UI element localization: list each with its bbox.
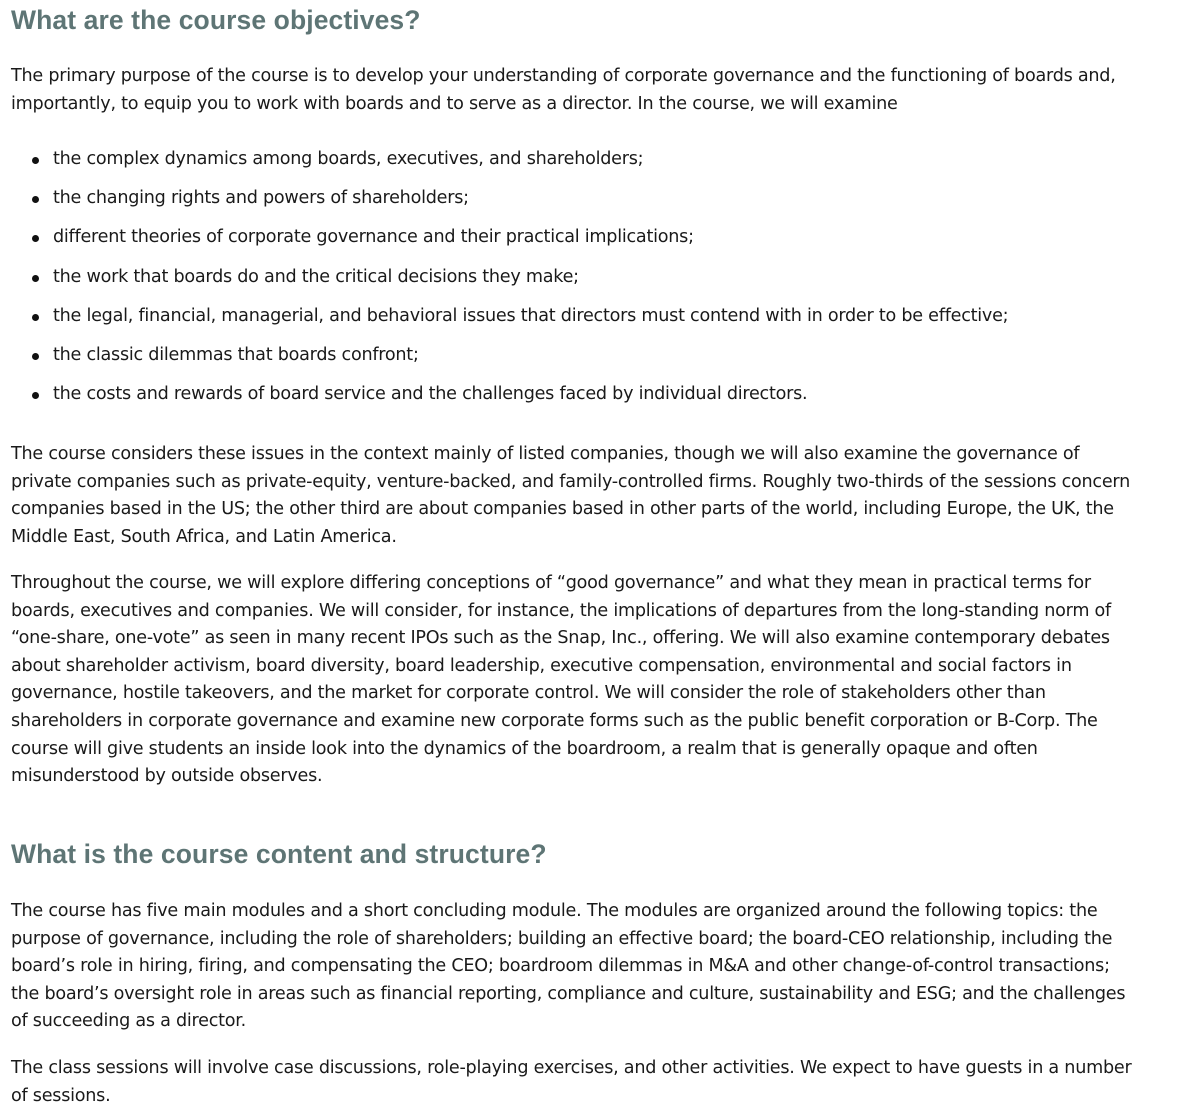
- governance-paragraph: Throughout the course, we will explore differing conceptions of “good governance” and what they mean in practical terms for boards, executives and companies. We will consider, for instance, the implications of departures from the long-standing norm of “one-share, one-vote” as seen in many recent IPOs such as the Snap, Inc., offering. We will also examine contemporary debates about shareholder activism, board diversity, board leadership, executive compensation, environmental and social factors in governance, hostile takeovers, and the market for corporate control. We will consider the role of stakeholders other than shareholders in corporate governance and examine new corporate forms such as the public benefit corporation or B-Corp. The course will give students an inside look into the dynamics of the boardroom, a realm that is generally opaque and often misunderstood by outside observes.: [11, 573, 1112, 787]
- modules-paragraph: The course has five main modules and a short concluding module. The modules are organized around the following topics: the purpose of governance, including the role of shareholders; building an effective board; the board-CEO relationship, including the board’s role in hiring, firing, and compensating the CEO; boardroom dilemmas in M&A and other change-of-control transactions; the board’s oversight role in areas such as financial reporting, compliance and culture, sustainability and ESG; and the challenges of succeeding as a director.: [11, 901, 1126, 1032]
- objectives-intro-paragraph: The primary purpose of the course is to develop your understanding of corporate governance and the functioning of boards and, importantly, to equip you to work with boards and to serve as a director. In the course, we will examine: [11, 66, 1116, 114]
- objectives-heading: What are the course objectives?: [11, 5, 421, 35]
- objective-item: the costs and rewards of board service and the challenges faced by individual directors.: [11, 381, 1141, 420]
- objectives-list: [11, 146, 1141, 420]
- content-structure-heading: What is the course content and structure?: [11, 839, 547, 869]
- objective-item: different theories of corporate governance and their practical implications;: [11, 224, 1141, 263]
- objective-item: the legal, financial, managerial, and behavioral issues that directors must contend with in order to be effective;: [11, 303, 1141, 342]
- objective-item: the complex dynamics among boards, executives, and shareholders;: [11, 146, 1141, 185]
- sessions-paragraph: The class sessions will involve case discussions, role-playing exercises, and other activities. We expect to have guests in a number of sessions.: [11, 1058, 1132, 1106]
- objective-item: the work that boards do and the critical decisions they make;: [11, 264, 1141, 303]
- objective-item: the changing rights and powers of shareholders;: [11, 185, 1141, 224]
- objective-item: the classic dilemmas that boards confront;: [11, 342, 1141, 381]
- context-paragraph: The course considers these issues in the context mainly of listed companies, though we will also examine the governance of private companies such as private-equity, venture-backed, and family-controlled firms. Roughly two-thirds of the sessions concern companies based in the US; the other third are about companies based in other parts of the world, including Europe, the UK, the Middle East, South Africa, and Latin America.: [11, 444, 1130, 547]
